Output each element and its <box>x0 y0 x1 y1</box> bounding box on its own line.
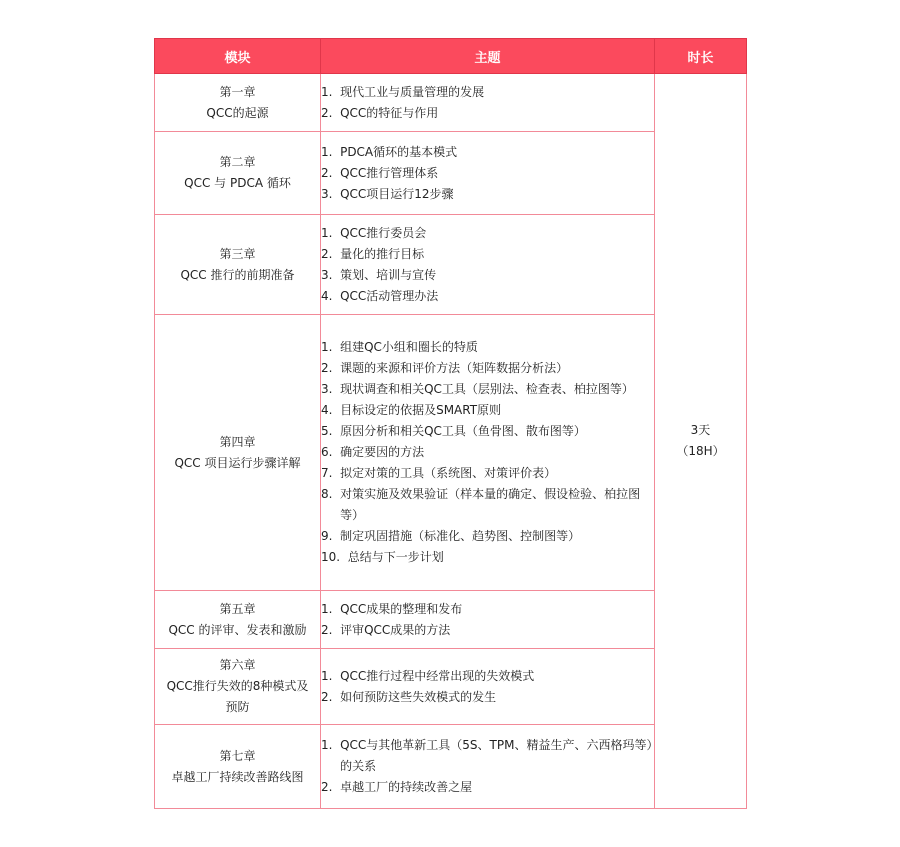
header-module: 模块 <box>155 39 321 74</box>
chapter-number: 第一章 <box>219 84 256 99</box>
chapter-title: QCC 与 PDCA 循环 <box>184 176 291 190</box>
topic-item <box>321 103 654 124</box>
topic-text: 现状调查和相关QC工具（层别法、检查表、柏拉图等） <box>340 382 634 396</box>
topic-number: 1. <box>321 738 341 752</box>
topic-text: 确定要因的方法 <box>340 445 425 459</box>
topic-item <box>321 777 654 798</box>
topic-number: 2. <box>321 780 341 794</box>
topic-item <box>321 687 654 708</box>
topic-number: 1. <box>321 225 341 240</box>
topic-item <box>321 547 654 568</box>
topic-item <box>321 163 654 184</box>
topic-text: QCC活动管理办法 <box>340 288 439 303</box>
chapter-topics-cell <box>321 315 655 591</box>
topic-number: 2. <box>321 246 341 261</box>
topic-number: 2. <box>321 105 341 120</box>
topic-number: 5. <box>321 424 341 438</box>
chapter-module-cell <box>155 591 321 649</box>
topic-item <box>321 265 654 286</box>
chapter-title: QCC的起源 <box>206 105 269 120</box>
topic-text: QCC的特征与作用 <box>340 105 439 120</box>
chapter-topics-cell <box>321 132 655 215</box>
topic-number: 1. <box>321 144 341 159</box>
topic-number: 3. <box>321 267 341 282</box>
topic-text: QCC推行委员会 <box>340 225 427 240</box>
topic-text: 评审QCC成果的方法 <box>340 622 451 637</box>
topic-item <box>321 358 654 379</box>
topic-number: 4. <box>321 288 341 303</box>
topic-item <box>321 142 654 163</box>
topic-item <box>321 463 654 484</box>
topic-text: 原因分析和相关QC工具（鱼骨图、散布图等） <box>340 424 586 438</box>
chapter-title: QCC 推行的前期准备 <box>180 267 295 282</box>
chapter-module-cell <box>155 132 321 215</box>
topic-number: 3. <box>321 382 341 396</box>
topic-list <box>321 599 654 641</box>
topic-text: 卓越工厂的持续改善之屋 <box>340 780 473 794</box>
topic-text: 组建QC小组和圈长的特质 <box>340 340 478 354</box>
topic-text: 策划、培训与宣传 <box>340 267 437 282</box>
topic-item <box>321 184 654 205</box>
chapter-topics-cell <box>321 591 655 649</box>
topic-text: 拟定对策的工具（系统图、对策评价表） <box>340 466 557 480</box>
topic-item <box>321 526 654 547</box>
topic-text: 量化的推行目标 <box>340 246 425 261</box>
topic-item <box>321 400 654 421</box>
chapter-title: QCC 项目运行步骤详解 <box>174 455 301 470</box>
topic-number: 2. <box>321 165 341 180</box>
topic-text: QCC推行管理体系 <box>340 165 439 180</box>
chapter-module-cell <box>155 725 321 809</box>
chapter-topics-cell <box>321 74 655 132</box>
topic-number: 2. <box>321 689 341 704</box>
topic-list <box>321 223 654 307</box>
chapter-number: 第四章 <box>219 434 256 449</box>
topic-list <box>321 735 654 798</box>
chapter-title: 预防 <box>225 700 250 714</box>
chapter-row <box>155 74 747 132</box>
chapter-module-cell <box>155 215 321 315</box>
topic-text: 制定巩固措施（标准化、趋势图、控制图等） <box>340 529 581 543</box>
chapter-title: 卓越工厂持续改善路线图 <box>171 769 304 784</box>
chapter-topics-cell <box>321 725 655 809</box>
topic-item <box>321 379 654 400</box>
chapter-title: QCC推行失效的8种模式及 <box>166 679 309 693</box>
topic-list <box>321 82 654 124</box>
header-row <box>155 39 747 74</box>
topic-list <box>321 142 654 205</box>
topic-text: QCC与其他革新工具（5S、TPM、精益生产、六西格玛等）的关系 <box>340 738 653 773</box>
topic-text: QCC推行过程中经常出现的失效模式 <box>340 668 535 683</box>
chapter-topics-cell <box>321 215 655 315</box>
topic-item <box>321 599 654 620</box>
header-duration: 时长 <box>655 39 747 74</box>
topic-number: 1. <box>321 340 341 354</box>
chapter-number: 第三章 <box>219 246 256 261</box>
topic-item <box>321 484 654 526</box>
topic-text: QCC项目运行12步骤 <box>340 186 454 201</box>
topic-item <box>321 337 654 358</box>
chapter-module-cell <box>155 649 321 725</box>
topic-item <box>321 421 654 442</box>
topic-list <box>321 666 654 708</box>
topic-text: 如何预防这些失效模式的发生 <box>340 689 497 704</box>
topic-number: 4. <box>321 403 341 417</box>
topic-item <box>321 666 654 687</box>
course-outline <box>154 38 746 809</box>
chapter-number: 第二章 <box>219 155 256 169</box>
chapter-number: 第五章 <box>219 601 256 616</box>
topic-number: 3. <box>321 186 341 201</box>
chapter-number: 第六章 <box>219 658 256 672</box>
duration-hours: （18H） <box>676 444 725 458</box>
header-topic: 主题 <box>321 39 655 74</box>
topic-text: QCC成果的整理和发布 <box>340 601 463 616</box>
topic-number: 6. <box>321 445 341 459</box>
topic-number: 9. <box>321 529 341 543</box>
topic-item <box>321 442 654 463</box>
topic-number: 1. <box>321 668 341 683</box>
topic-text: 对策实施及效果验证（样本量的确定、假设检验、柏拉图等） <box>340 487 641 522</box>
topic-item <box>321 735 654 777</box>
topic-number: 2. <box>321 361 341 375</box>
duration-days: 3天 <box>690 423 711 437</box>
outline-table <box>154 38 747 809</box>
topic-item <box>321 620 654 641</box>
duration-cell <box>655 74 747 809</box>
chapter-module-cell <box>155 315 321 591</box>
topic-item <box>321 82 654 103</box>
chapter-topics-cell <box>321 649 655 725</box>
topic-item <box>321 286 654 307</box>
topic-item <box>321 244 654 265</box>
topic-number: 2. <box>321 622 341 637</box>
topic-text: 总结与下一步计划 <box>347 550 444 564</box>
chapter-title: QCC 的评审、发表和激励 <box>168 622 307 637</box>
topic-text: PDCA循环的基本模式 <box>340 144 458 159</box>
topic-item <box>321 223 654 244</box>
topic-number: 10. <box>321 550 348 564</box>
chapter-number: 第七章 <box>219 748 256 763</box>
chapter-module-cell <box>155 74 321 132</box>
topic-number: 7. <box>321 466 341 480</box>
topic-number: 1. <box>321 84 341 99</box>
topic-list <box>321 337 654 568</box>
topic-text: 目标设定的依据及SMART原则 <box>340 403 502 417</box>
topic-number: 8. <box>321 487 341 501</box>
topic-number: 1. <box>321 601 341 616</box>
topic-text: 课题的来源和评价方法（矩阵数据分析法） <box>340 361 569 375</box>
topic-text: 现代工业与质量管理的发展 <box>340 84 485 99</box>
